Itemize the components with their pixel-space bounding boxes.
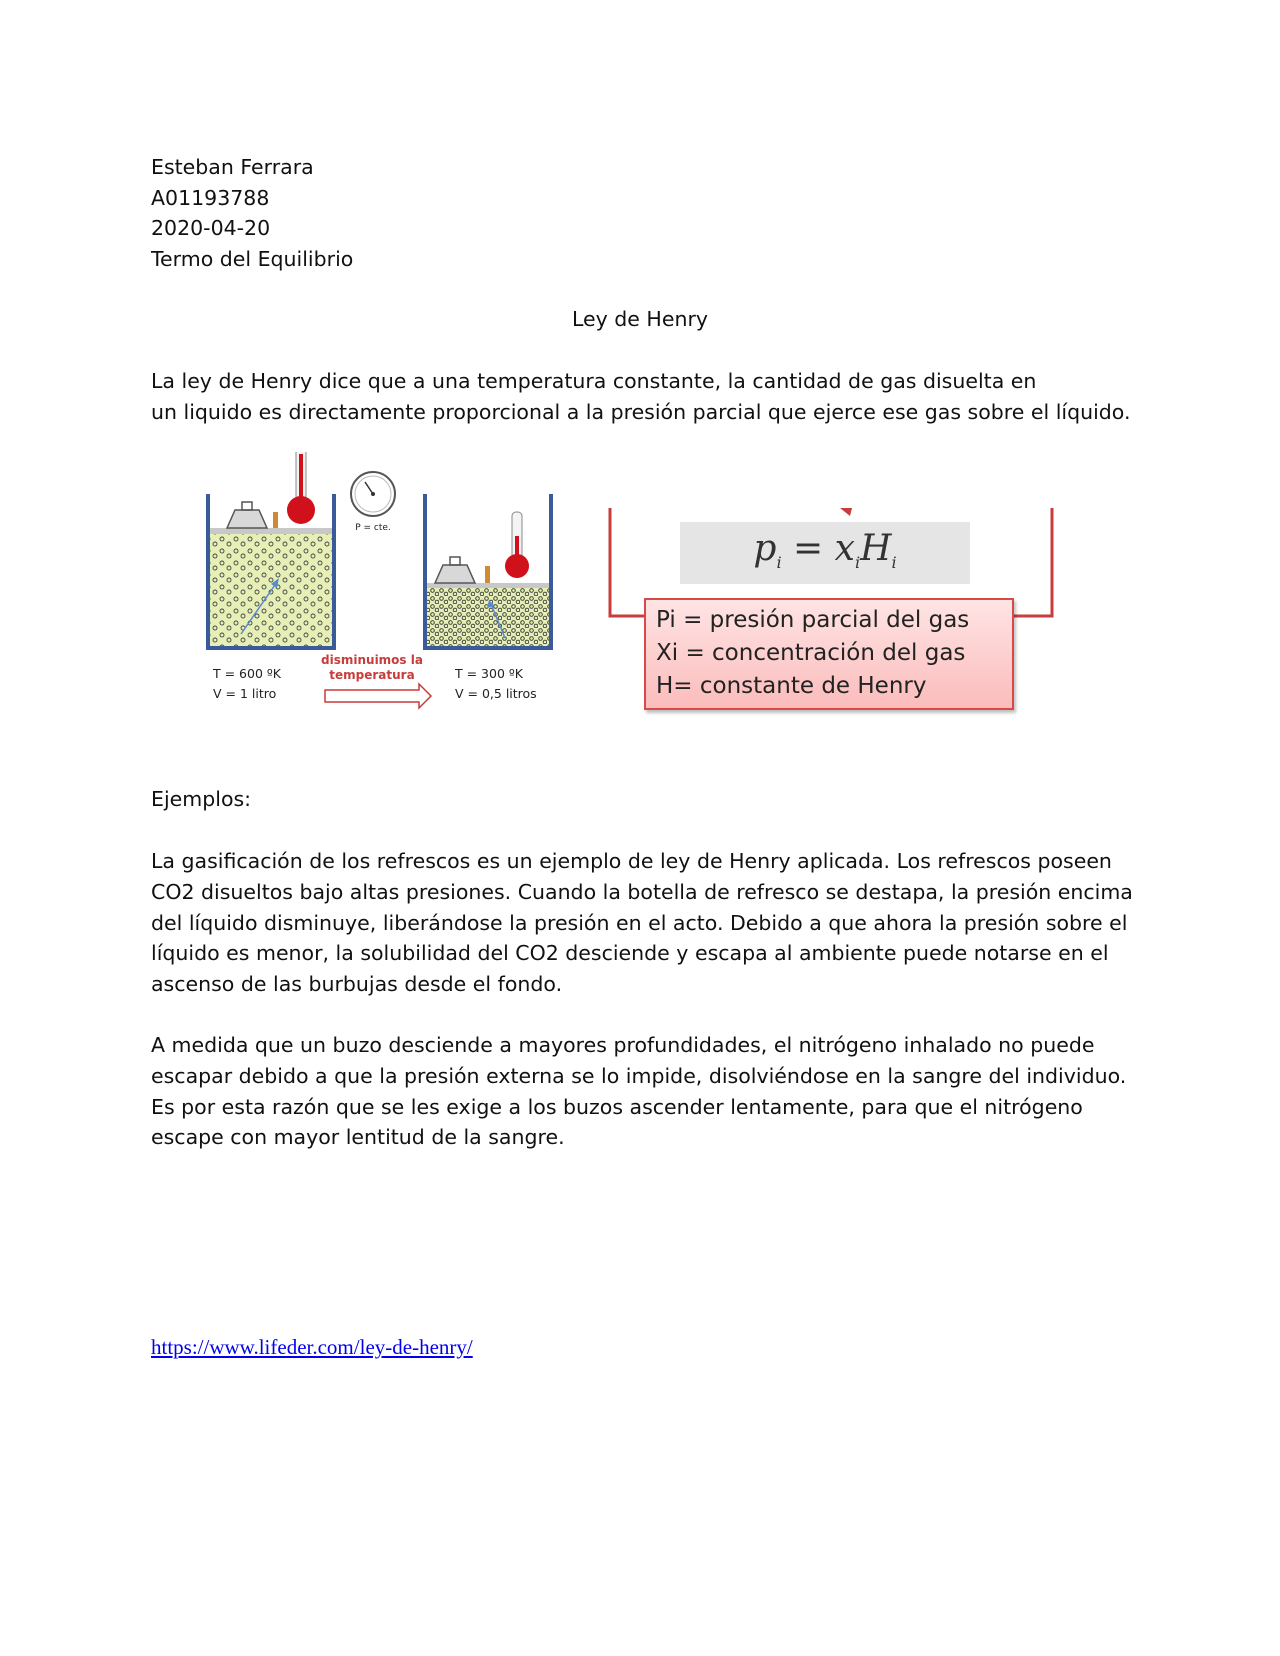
intro-line: un liquido es directamente proporcional a la presión parcial que ejerce ese gas sobre el líquido. xyxy=(151,399,1131,424)
author-name: Esteban Ferrara xyxy=(151,155,314,179)
document-date: 2020-04-20 xyxy=(151,216,271,241)
intro-line: La ley de Henry dice que a una temperatura constante, la cantidad de gas disuelta en xyxy=(151,369,1037,393)
henry-formula: $p_i = x_iH_i$ xyxy=(753,528,897,573)
example1-line: del líquido disminuye, liberándose la presión en el acto. Debido a que ahora la presión sobre el xyxy=(151,910,1128,935)
document-title: Ley de Henry xyxy=(571,307,709,331)
pressure-label: P = cte. xyxy=(355,523,391,533)
example1-line: CO2 disueltos bajo altas presiones. Cuando la botella de refresco se destapa, la presión encima xyxy=(151,879,1133,904)
student-id: A01193788 xyxy=(151,185,270,210)
right-cylinder xyxy=(423,494,553,648)
header-block xyxy=(151,152,353,275)
arrow-label-line1: disminuimos la xyxy=(321,653,423,667)
example-paragraph-2 xyxy=(151,1030,1131,1153)
example-paragraph-1 xyxy=(151,846,1131,1000)
example2-line: A medida que un buzo desciende a mayores profundidades, el nitrógeno inhalado no puede xyxy=(151,1033,1095,1057)
example2-line: Es por esta razón que se les exige a los buzos ascender lentamente, para que el nitrógeno xyxy=(151,1094,1083,1119)
definition-h: H= constante de Henry xyxy=(656,673,927,699)
example1-line: La gasificación de los refrescos es un ejemplo de ley de Henry aplicada. Los refrescos poseen xyxy=(151,849,1112,873)
example1-line: ascenso de las burbujas desde el fondo. xyxy=(151,972,563,997)
arrow-label-line2: temperatura xyxy=(329,668,415,682)
course-name: Termo del Equilibrio xyxy=(151,247,354,272)
right-volume-label: V = 0,5 litros xyxy=(455,686,537,701)
example1-line: líquido es menor, la solubilidad del CO2 desciende y escapa al ambiente puede notarse en el xyxy=(151,941,1109,966)
henry-formula-figure xyxy=(600,500,1070,720)
left-cylinder xyxy=(206,452,336,648)
left-temperature-label: T = 600 ºK xyxy=(213,666,281,681)
definition-xi: Xi = concentración del gas xyxy=(656,640,966,666)
left-volume-label: V = 1 litro xyxy=(213,686,277,701)
formula-background xyxy=(680,522,970,584)
pressure-gauge-icon xyxy=(351,472,395,533)
definition-pi: Pi = presión parcial del gas xyxy=(656,607,970,633)
right-temperature-label: T = 300 ºK xyxy=(455,666,523,681)
definitions-box xyxy=(644,598,1014,710)
decrease-arrow-icon xyxy=(325,684,431,708)
example2-line: escapar debido a que la presión externa se lo impide, disolviéndose en la sangre del individuo. xyxy=(151,1063,1127,1088)
source-link[interactable]: https://www.lifeder.com/ley-de-henry/ xyxy=(151,1335,473,1359)
example2-line: escape con mayor lentitud de la sangre. xyxy=(151,1125,565,1150)
examples-heading: Ejemplos: xyxy=(151,787,252,811)
intro-paragraph xyxy=(151,366,1131,428)
henry-cylinders-illustration xyxy=(205,452,585,720)
